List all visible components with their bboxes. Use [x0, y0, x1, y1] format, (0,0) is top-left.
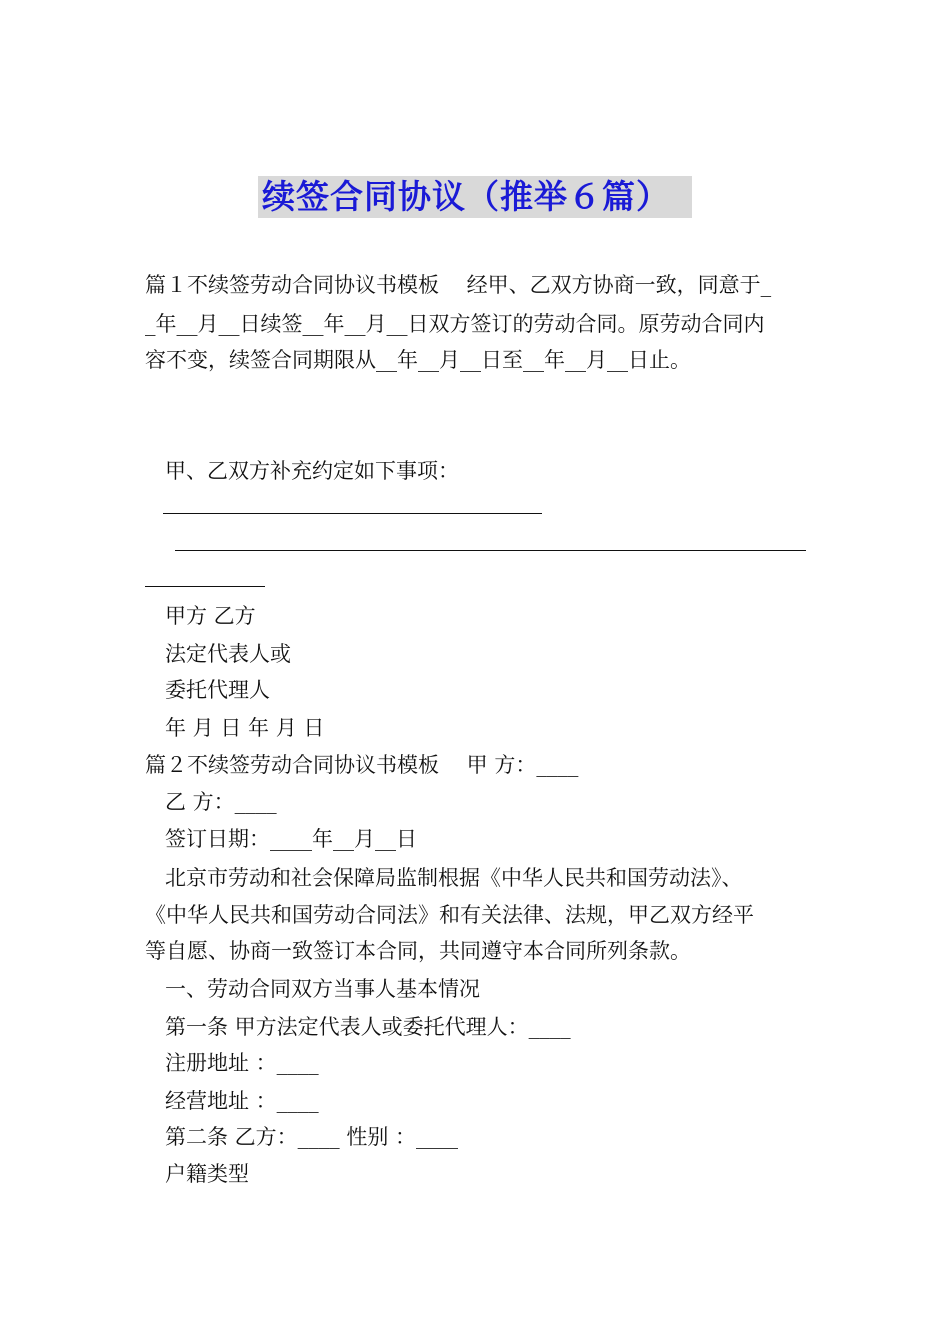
party-line: 甲方 乙方	[165, 604, 256, 628]
section2-line1: 篇２不续签劳动合同协议书模板 甲 方：____	[145, 753, 579, 777]
article-1-line: 第一条 甲方法定代表人或委托代理人：____	[165, 1015, 571, 1039]
business-address-line: 经营地址 ：____	[165, 1089, 319, 1113]
blank-rule-2	[175, 550, 806, 551]
section1-line2: _年__月__日续签__年__月__日双方签订的劳动合同。原劳动合同内	[145, 312, 765, 336]
paragraph-line2: 《中华人民共和国劳动合同法》和有关法律、法规，甲乙双方经平	[145, 903, 754, 927]
date-line: 年 月 日 年 月 日	[165, 716, 325, 740]
article-2-line: 第二条 乙方：____ 性别 ：____	[165, 1125, 459, 1149]
sign-date-line: 签订日期：____年__月__日	[165, 827, 417, 851]
supplement-heading: 甲、乙双方补充约定如下事项：	[165, 459, 459, 483]
blank-rule-1	[163, 513, 542, 514]
section1-line3: 容不变，续签合同期限从__年__月__日至__年__月__日止。	[145, 348, 691, 372]
paragraph-line1: 北京市劳动和社会保障局监制根据《中华人民共和国劳动法》、	[165, 866, 743, 890]
paragraph-line3: 等自愿、协商一致签订本合同，共同遵守本合同所列条款。	[145, 939, 691, 963]
section1-line1: 篇１不续签劳动合同协议书模板 经甲、乙双方协商一致，同意于_	[145, 273, 772, 297]
blank-rule-3	[145, 586, 265, 587]
party-b-line: 乙 方：____	[165, 790, 277, 814]
section-heading-1: 一、劳动合同双方当事人基本情况	[165, 977, 480, 1001]
registered-address-line: 注册地址 ：____	[165, 1051, 319, 1075]
agent-line: 委托代理人	[165, 678, 270, 702]
representative-line: 法定代表人或	[165, 642, 291, 666]
document-title: 续签合同协议（推举６篇）	[258, 176, 692, 218]
title-container	[0, 176, 950, 218]
household-type-line: 户籍类型	[165, 1162, 249, 1186]
